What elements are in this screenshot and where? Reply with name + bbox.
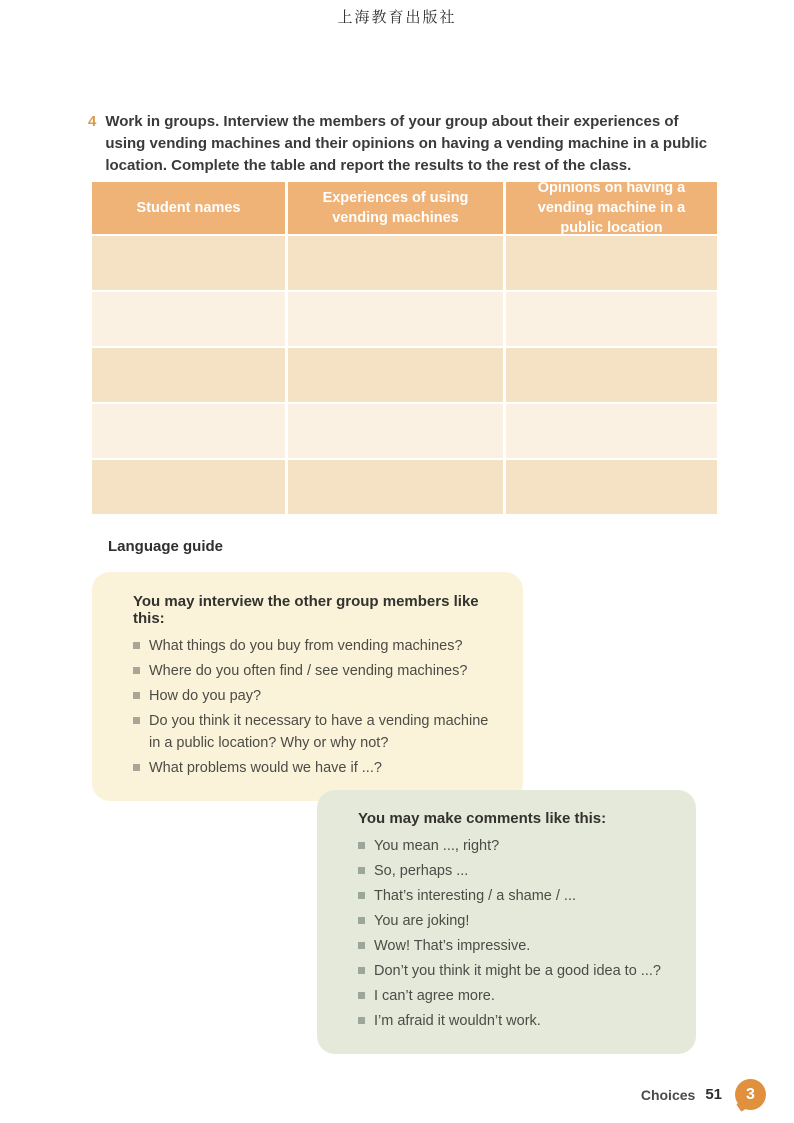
list-item (358, 960, 676, 982)
list-item (133, 757, 499, 779)
list-item-text: Do you think it necessary to have a vending machine in a public location? Why or why not? (149, 713, 489, 752)
square-bullet-icon (358, 842, 365, 849)
comments-guide-title: You may make comments like this: (358, 810, 607, 827)
square-bullet-icon (133, 642, 140, 649)
comments-guide-box (317, 790, 696, 1054)
table-cell-empty (288, 348, 503, 402)
table-cell-empty (506, 404, 717, 458)
list-item (358, 910, 676, 932)
table-header-experiences: Experiences of using vending machines (288, 182, 503, 234)
list-item-text: What things do you buy from vending machines? (149, 638, 463, 654)
list-item-text: That’s interesting / a shame / ... (374, 888, 577, 905)
list-item (358, 985, 676, 1007)
table-header-student-names: Student names (92, 182, 285, 234)
list-item-text: Wow! That’s impressive. (374, 938, 531, 955)
list-item-text: I can’t agree more. (374, 988, 495, 1005)
footer-unit-title: Choices (640, 1086, 696, 1103)
square-bullet-icon (358, 892, 365, 899)
table-cell-empty (506, 460, 717, 514)
table-header-opinions: Opinions on having a vending machine in a public location (506, 182, 717, 234)
square-bullet-icon (358, 917, 365, 924)
list-item (358, 860, 676, 882)
list-item-text: How do you pay? (149, 688, 262, 705)
square-bullet-icon (133, 717, 140, 724)
square-bullet-icon (133, 692, 140, 699)
square-bullet-icon (358, 992, 365, 999)
square-bullet-icon (358, 942, 365, 949)
list-item-text: You mean ..., right? (374, 838, 500, 854)
square-bullet-icon (133, 764, 140, 771)
list-item (358, 835, 676, 857)
table-cell-empty (506, 292, 717, 346)
table-cell-empty (288, 292, 503, 346)
interview-guide-box (92, 572, 523, 801)
square-bullet-icon (358, 967, 365, 974)
list-item-text: What problems would we have if ...? (149, 760, 382, 777)
list-item-text: Where do you often find / see vending machines? (149, 663, 468, 680)
list-item-text: You are joking! (374, 913, 470, 930)
table-cell-empty (92, 460, 285, 514)
list-item (358, 1010, 676, 1032)
list-item (358, 885, 676, 907)
publisher-header: 上海教育出版社 (337, 8, 457, 26)
list-item-text: Don’t you think it might be a good idea to ...? (374, 963, 661, 980)
interview-guide-list (133, 635, 499, 779)
square-bullet-icon (133, 667, 140, 674)
task-number: 4 (88, 113, 97, 130)
list-item (133, 660, 499, 682)
footer-page-number: 51 (705, 1086, 722, 1103)
table-cell-empty (506, 348, 717, 402)
list-item (358, 935, 676, 957)
table-cell-empty (92, 404, 285, 458)
list-item-text: So, perhaps ... (374, 863, 469, 880)
table-cell-empty (288, 404, 503, 458)
list-item-text: I’m afraid it wouldn’t work. (374, 1013, 541, 1030)
comments-guide-list (358, 835, 676, 1032)
table-cell-empty (288, 460, 503, 514)
list-item (133, 635, 499, 657)
interview-table (92, 182, 717, 514)
list-item (133, 710, 499, 754)
page-footer (641, 1079, 766, 1110)
language-guide-heading: Language guide (108, 538, 224, 555)
table-cell-empty (92, 292, 285, 346)
table-cell-empty (506, 236, 717, 290)
table-cell-empty (92, 348, 285, 402)
square-bullet-icon (358, 867, 365, 874)
table-cell-empty (92, 236, 285, 290)
task-instruction-block (88, 111, 722, 176)
unit-number-badge: 3 (735, 1079, 766, 1110)
interview-guide-title: You may interview the other group members like this: (133, 593, 479, 627)
square-bullet-icon (358, 1017, 365, 1024)
task-instruction-text: Work in groups. Interview the members of your group about their experiences of using vending machines and their opinions on having a vending machine in a public location. Complete the table and report the results to the rest of the class. (105, 113, 708, 174)
table-cell-empty (288, 236, 503, 290)
list-item (133, 685, 499, 707)
